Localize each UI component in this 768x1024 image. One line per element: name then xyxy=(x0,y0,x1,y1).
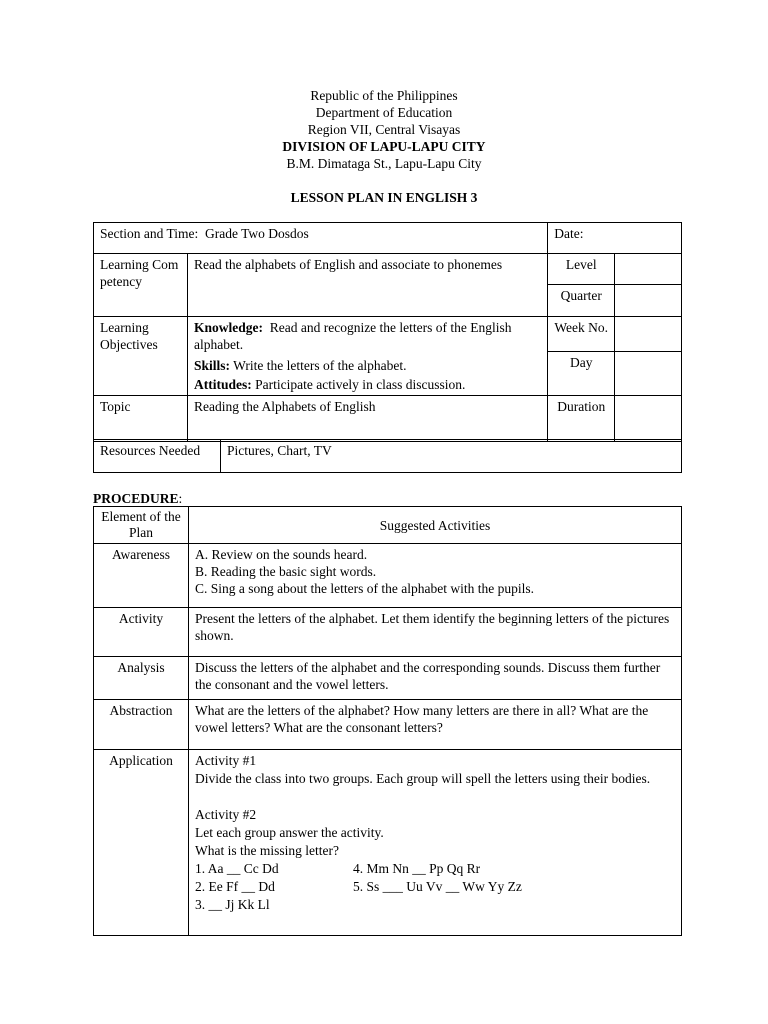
exercise-item-4: 4. Mm Nn __ Pp Qq Rr xyxy=(353,861,481,876)
day-label: Day xyxy=(548,351,615,395)
section-time-value: Grade Two Dosdos xyxy=(205,226,309,241)
header-line-address: B.M. Dimataga St., Lapu-Lapu City xyxy=(286,156,482,171)
analysis-text: Discuss the letters of the alphabet and the corresponding sounds. Discuss them further the consonant and the vowel letters. xyxy=(189,657,682,700)
exercise-item-2: 2. Ee Ff __ Dd xyxy=(195,879,275,894)
activity1-text: Divide the class into two groups. Each group will spell the letters using their bodies. xyxy=(195,771,651,786)
topic-value: Reading the Alphabets of English xyxy=(187,396,547,442)
header-line-region: Region VII, Central Visayas xyxy=(307,122,461,137)
exercise-row-2 xyxy=(195,878,675,896)
awareness-item-a: A. Review on the sounds heard. xyxy=(195,547,368,562)
exercise-row-1 xyxy=(195,860,675,878)
awareness-item-c: C. Sing a song about the letters of the alphabet with the pupils. xyxy=(195,581,534,596)
activity2-question: What is the missing letter? xyxy=(195,843,339,858)
analysis-label: Analysis xyxy=(94,657,189,700)
quarter-value xyxy=(615,285,682,317)
competency-value: Read the alphabets of English and associate to phonemes xyxy=(187,254,547,317)
topic-label: Topic xyxy=(94,396,188,442)
header-line-division: DIVISION OF LAPU-LAPU CITY xyxy=(282,139,486,154)
exercise-item-3: 3. __ Jj Kk Ll xyxy=(195,897,270,912)
abstraction-text: What are the letters of the alphabet? How many letters are there in all? What are the vowel letters? What are the consonant letters? xyxy=(189,700,682,750)
week-label: Week No. xyxy=(548,317,615,352)
resources-label: Resources Needed xyxy=(94,440,221,473)
activity-label: Activity xyxy=(94,608,189,657)
competency-label: Learning Competency xyxy=(94,254,188,317)
activity2-title: Activity #2 xyxy=(195,807,257,822)
awareness-activities xyxy=(189,544,682,608)
objectives-value xyxy=(187,317,547,396)
day-value xyxy=(615,351,682,395)
skills-objective: Skills: Write the letters of the alphabet. xyxy=(193,358,407,373)
header-line-republic: Republic of the Philippines xyxy=(310,88,458,103)
activities-header: Suggested Activities xyxy=(189,507,682,544)
duration-value xyxy=(615,396,682,442)
exercise-row-3 xyxy=(195,896,675,914)
procedure-heading: PROCEDURE: xyxy=(93,491,183,506)
level-value xyxy=(615,254,682,285)
lesson-info-table xyxy=(93,222,682,442)
application-label: Application xyxy=(94,750,189,936)
section-time-label: Section and Time: xyxy=(100,226,199,241)
section-time-cell xyxy=(94,223,548,254)
objectives-label: Learning Objectives xyxy=(94,317,188,396)
activity1-title: Activity #1 xyxy=(195,753,257,768)
date-label: Date: xyxy=(554,226,584,241)
exercise-item-5: 5. Ss ___ Uu Vv __ Ww Yy Zz xyxy=(353,879,522,894)
duration-label: Duration xyxy=(548,396,615,442)
application-activities xyxy=(189,750,682,936)
abstraction-label: Abstraction xyxy=(94,700,189,750)
element-header: Element of the Plan xyxy=(94,507,189,544)
resources-table xyxy=(93,439,682,473)
document-header xyxy=(0,87,768,172)
level-label: Level xyxy=(548,254,615,285)
knowledge-objective: Knowledge: Read and recognize the letters of the English alphabet. xyxy=(193,320,512,352)
procedure-table xyxy=(93,506,682,936)
activity-text: Present the letters of the alphabet. Let them identify the beginning letters of the pictures shown. xyxy=(189,608,682,657)
page-title: LESSON PLAN IN ENGLISH 3 xyxy=(290,190,478,205)
attitudes-objective: Attitudes: Participate actively in class discussion. xyxy=(193,377,466,392)
week-value xyxy=(615,317,682,352)
resources-value: Pictures, Chart, TV xyxy=(221,440,682,473)
awareness-label: Awareness xyxy=(94,544,189,608)
date-cell xyxy=(548,223,682,254)
awareness-item-b: B. Reading the basic sight words. xyxy=(195,564,377,579)
quarter-label: Quarter xyxy=(548,285,615,317)
header-line-department: Department of Education xyxy=(315,105,453,120)
exercise-item-1: 1. Aa __ Cc Dd xyxy=(195,861,279,876)
activity2-text: Let each group answer the activity. xyxy=(195,825,384,840)
